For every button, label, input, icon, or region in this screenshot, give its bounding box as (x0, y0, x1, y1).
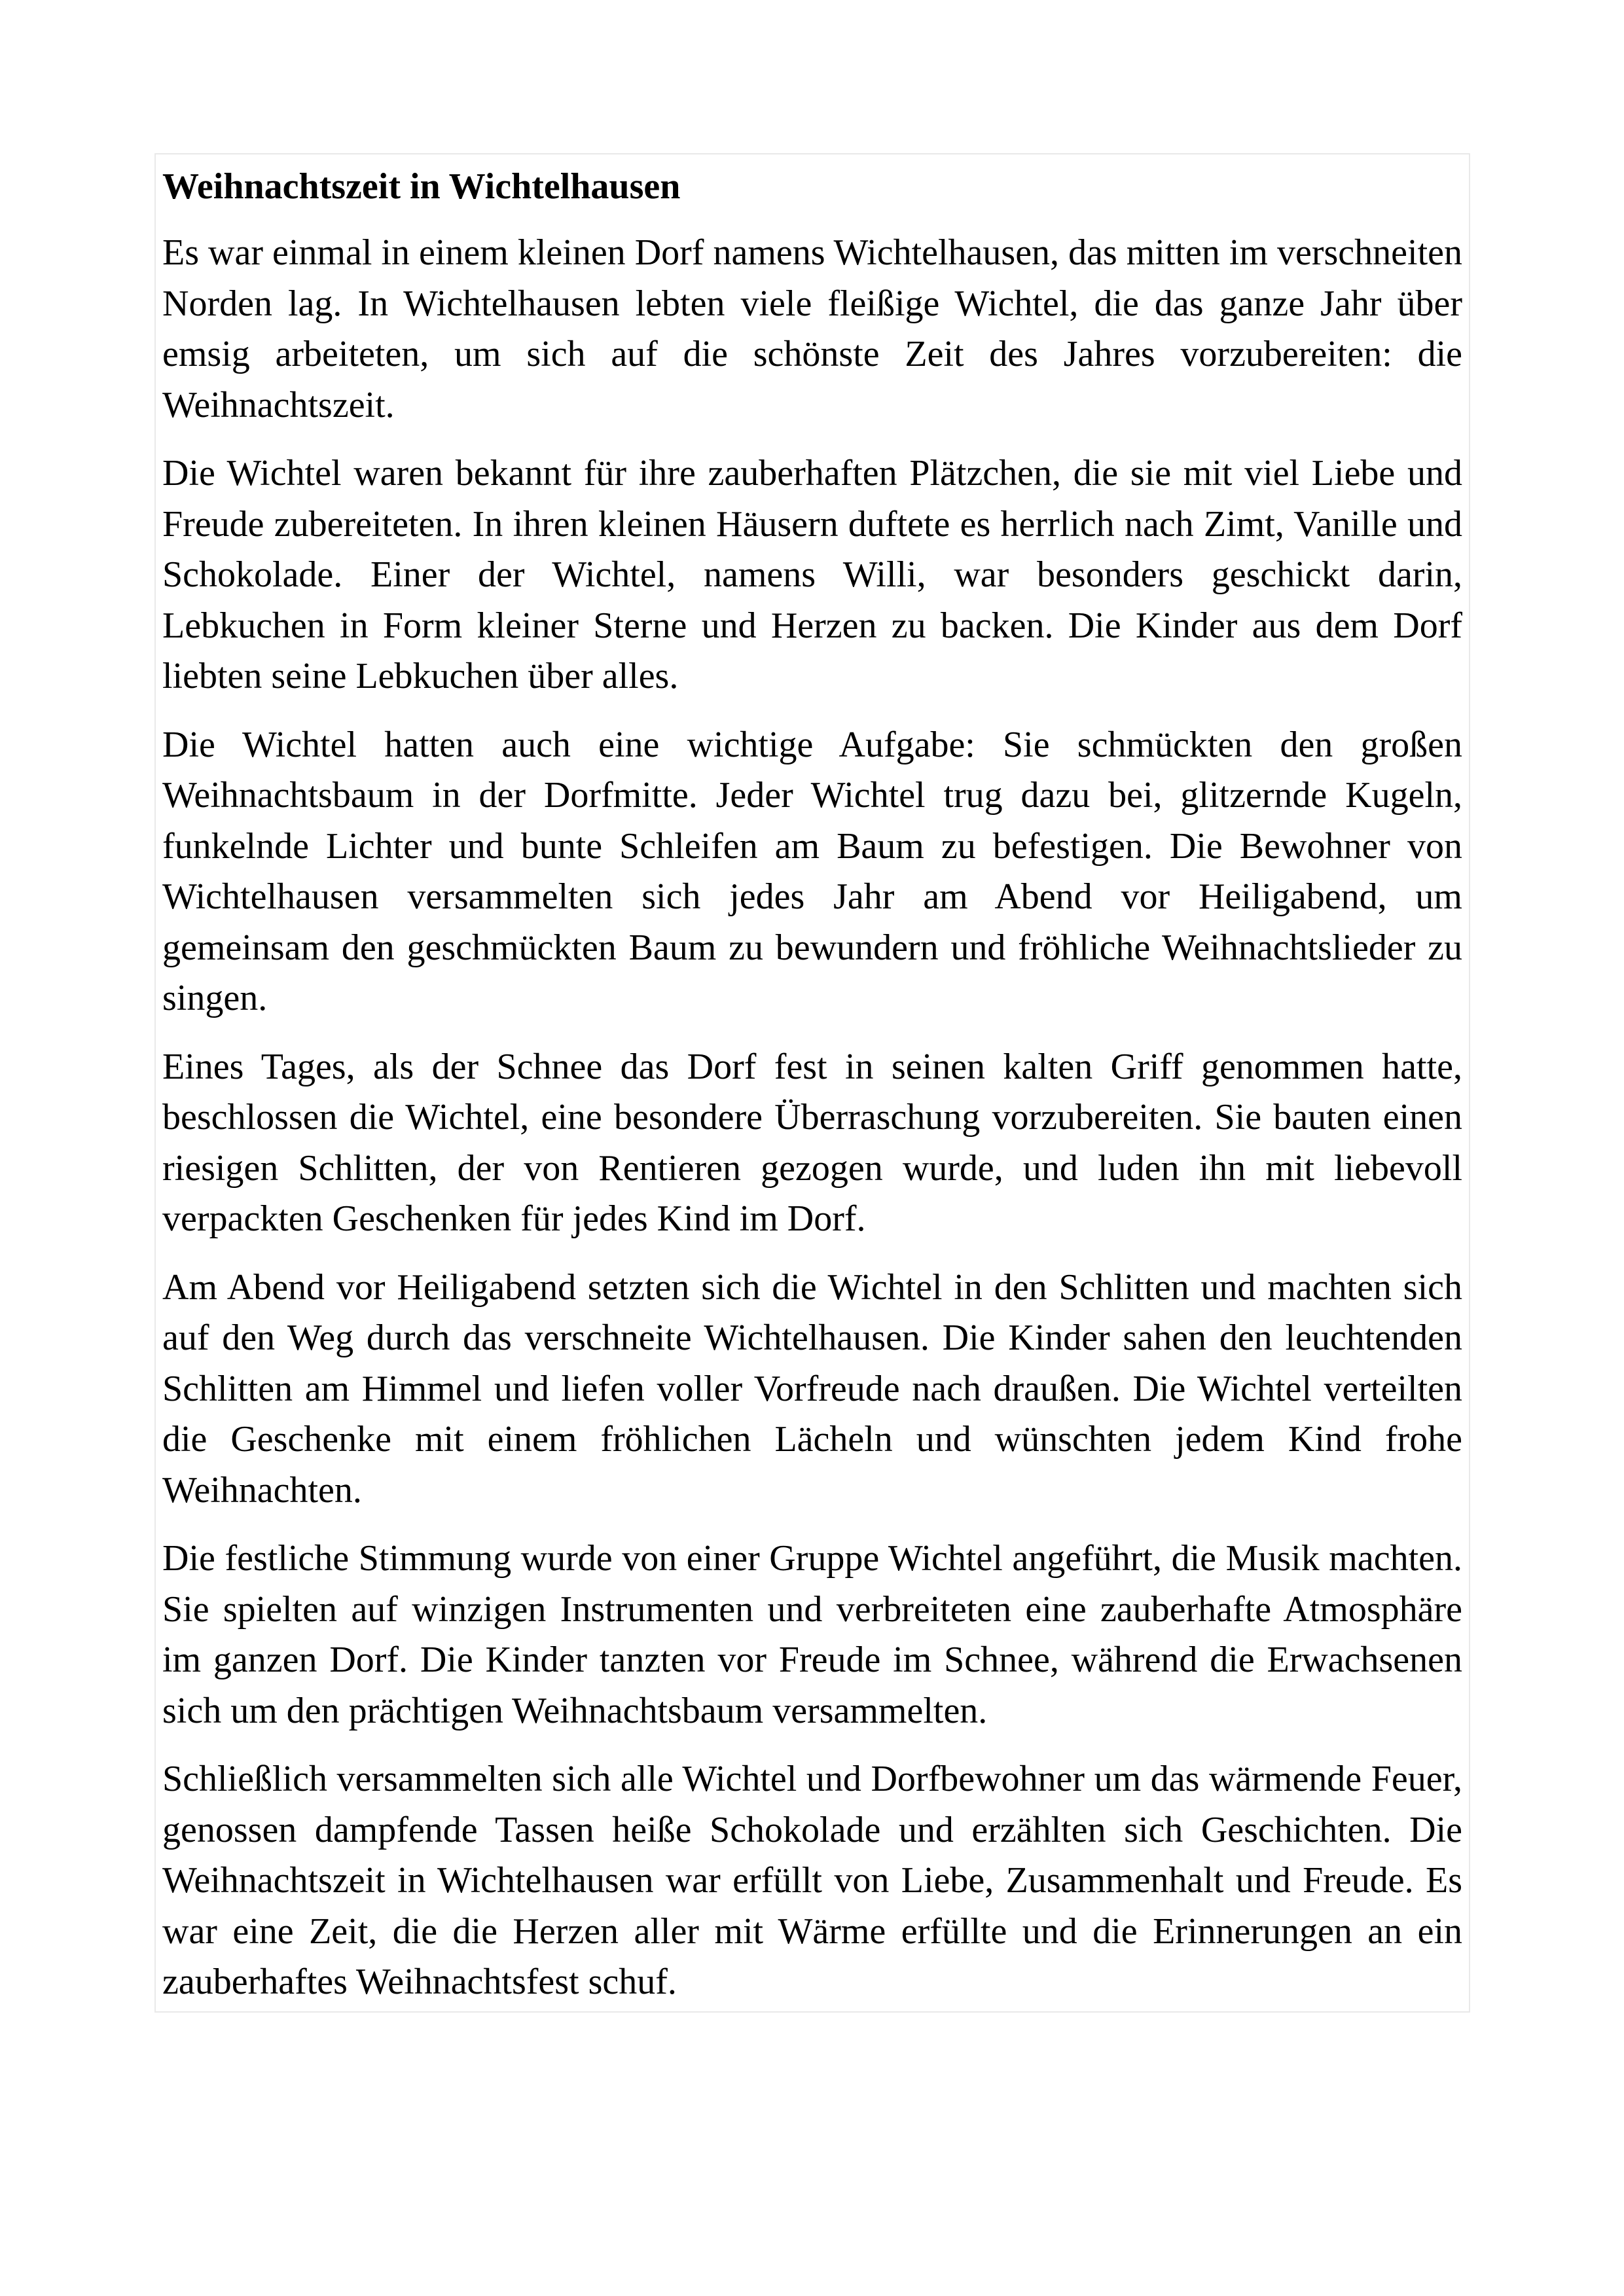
paragraph-7: Schließlich versammelten sich alle Wichtel und Dorfbewohner um das wärmende Feuer, genossen dampfende Tassen heiße Schokolade und erzählten sich Geschichten. Die Weihnachtszeit in Wichtelhausen war erfüllt von Liebe, Zusammenhalt und Freude. Es war eine Zeit, die die Herzen aller mit Wärme erfüllte und die Erinnerungen an ein zauberhaftes Weihnachtsfest schuf. (162, 1759, 1462, 2002)
text-frame (154, 153, 1470, 2013)
paragraph-2: Die Wichtel waren bekannt für ihre zauberhaften Plätzchen, die sie mit viel Liebe und Freude zubereiteten. In ihren kleinen Häusern duftete es herrlich nach Zimt, Vanille und Schokolade. Einer der Wichtel, namens Willi, war besonders geschickt darin, Lebkuchen in Form kleiner Sterne und Herzen zu backen. Die Kinder aus dem Dorf liebten seine Lebkuchen über alles. (162, 453, 1462, 696)
paragraph-6: Die festliche Stimmung wurde von einer Gruppe Wichtel angeführt, die Musik machten. Sie spielten auf winzigen Instrumenten und verbreiteten eine zauberhafte Atmosphäre im ganzen Dorf. Die Kinder tanzten vor Freude im Schnee, während die Erwachsenen sich um den prächtigen Weihnachtsbaum versammelten. (162, 1538, 1462, 1731)
paragraph-5: Am Abend vor Heiligabend setzten sich die Wichtel in den Schlitten und machten sich auf den Weg durch das verschneite Wichtelhausen. Die Kinder sahen den leuchtenden Schlitten am Himmel und liefen voller Vorfreude nach draußen. Die Wichtel verteilten die Geschenke mit einem fröhlichen Lächeln und wünschten jedem Kind frohe Weihnachten. (162, 1266, 1462, 1511)
document-title: Weihnachtszeit in Wichtelhausen (162, 166, 681, 207)
paragraph-4: Eines Tages, als der Schnee das Dorf fest in seinen kalten Griff genommen hatte, beschlossen die Wichtel, eine besondere Überraschung vorzubereiten. Sie bauten einen riesigen Schlitten, der von Rentieren gezogen wurde, und luden ihn mit liebevoll verpackten Geschenken für jedes Kind im Dorf. (162, 1046, 1462, 1239)
paragraph-1: Es war einmal in einem kleinen Dorf namens Wichtelhausen, das mitten im verschneiten Norden lag. In Wichtelhausen lebten viele fleißige Wichtel, die das ganze Jahr über emsig arbeiteten, um sich auf die schönste Zeit des Jahres vorzubereiten: die Weihnachtszeit. (162, 232, 1462, 425)
paragraph-3: Die Wichtel hatten auch eine wichtige Aufgabe: Sie schmückten den großen Weihnachtsbaum in der Dorfmitte. Jeder Wichtel trug dazu bei, glitzernde Kugeln, funkelnde Lichter und bunte Schleifen am Baum zu befestigen. Die Bewohner von Wichtelhausen versammelten sich jedes Jahr am Abend vor Heiligabend, um gemeinsam den geschmückten Baum zu bewundern und fröhliche Weihnachtslieder zu singen. (162, 724, 1462, 1018)
